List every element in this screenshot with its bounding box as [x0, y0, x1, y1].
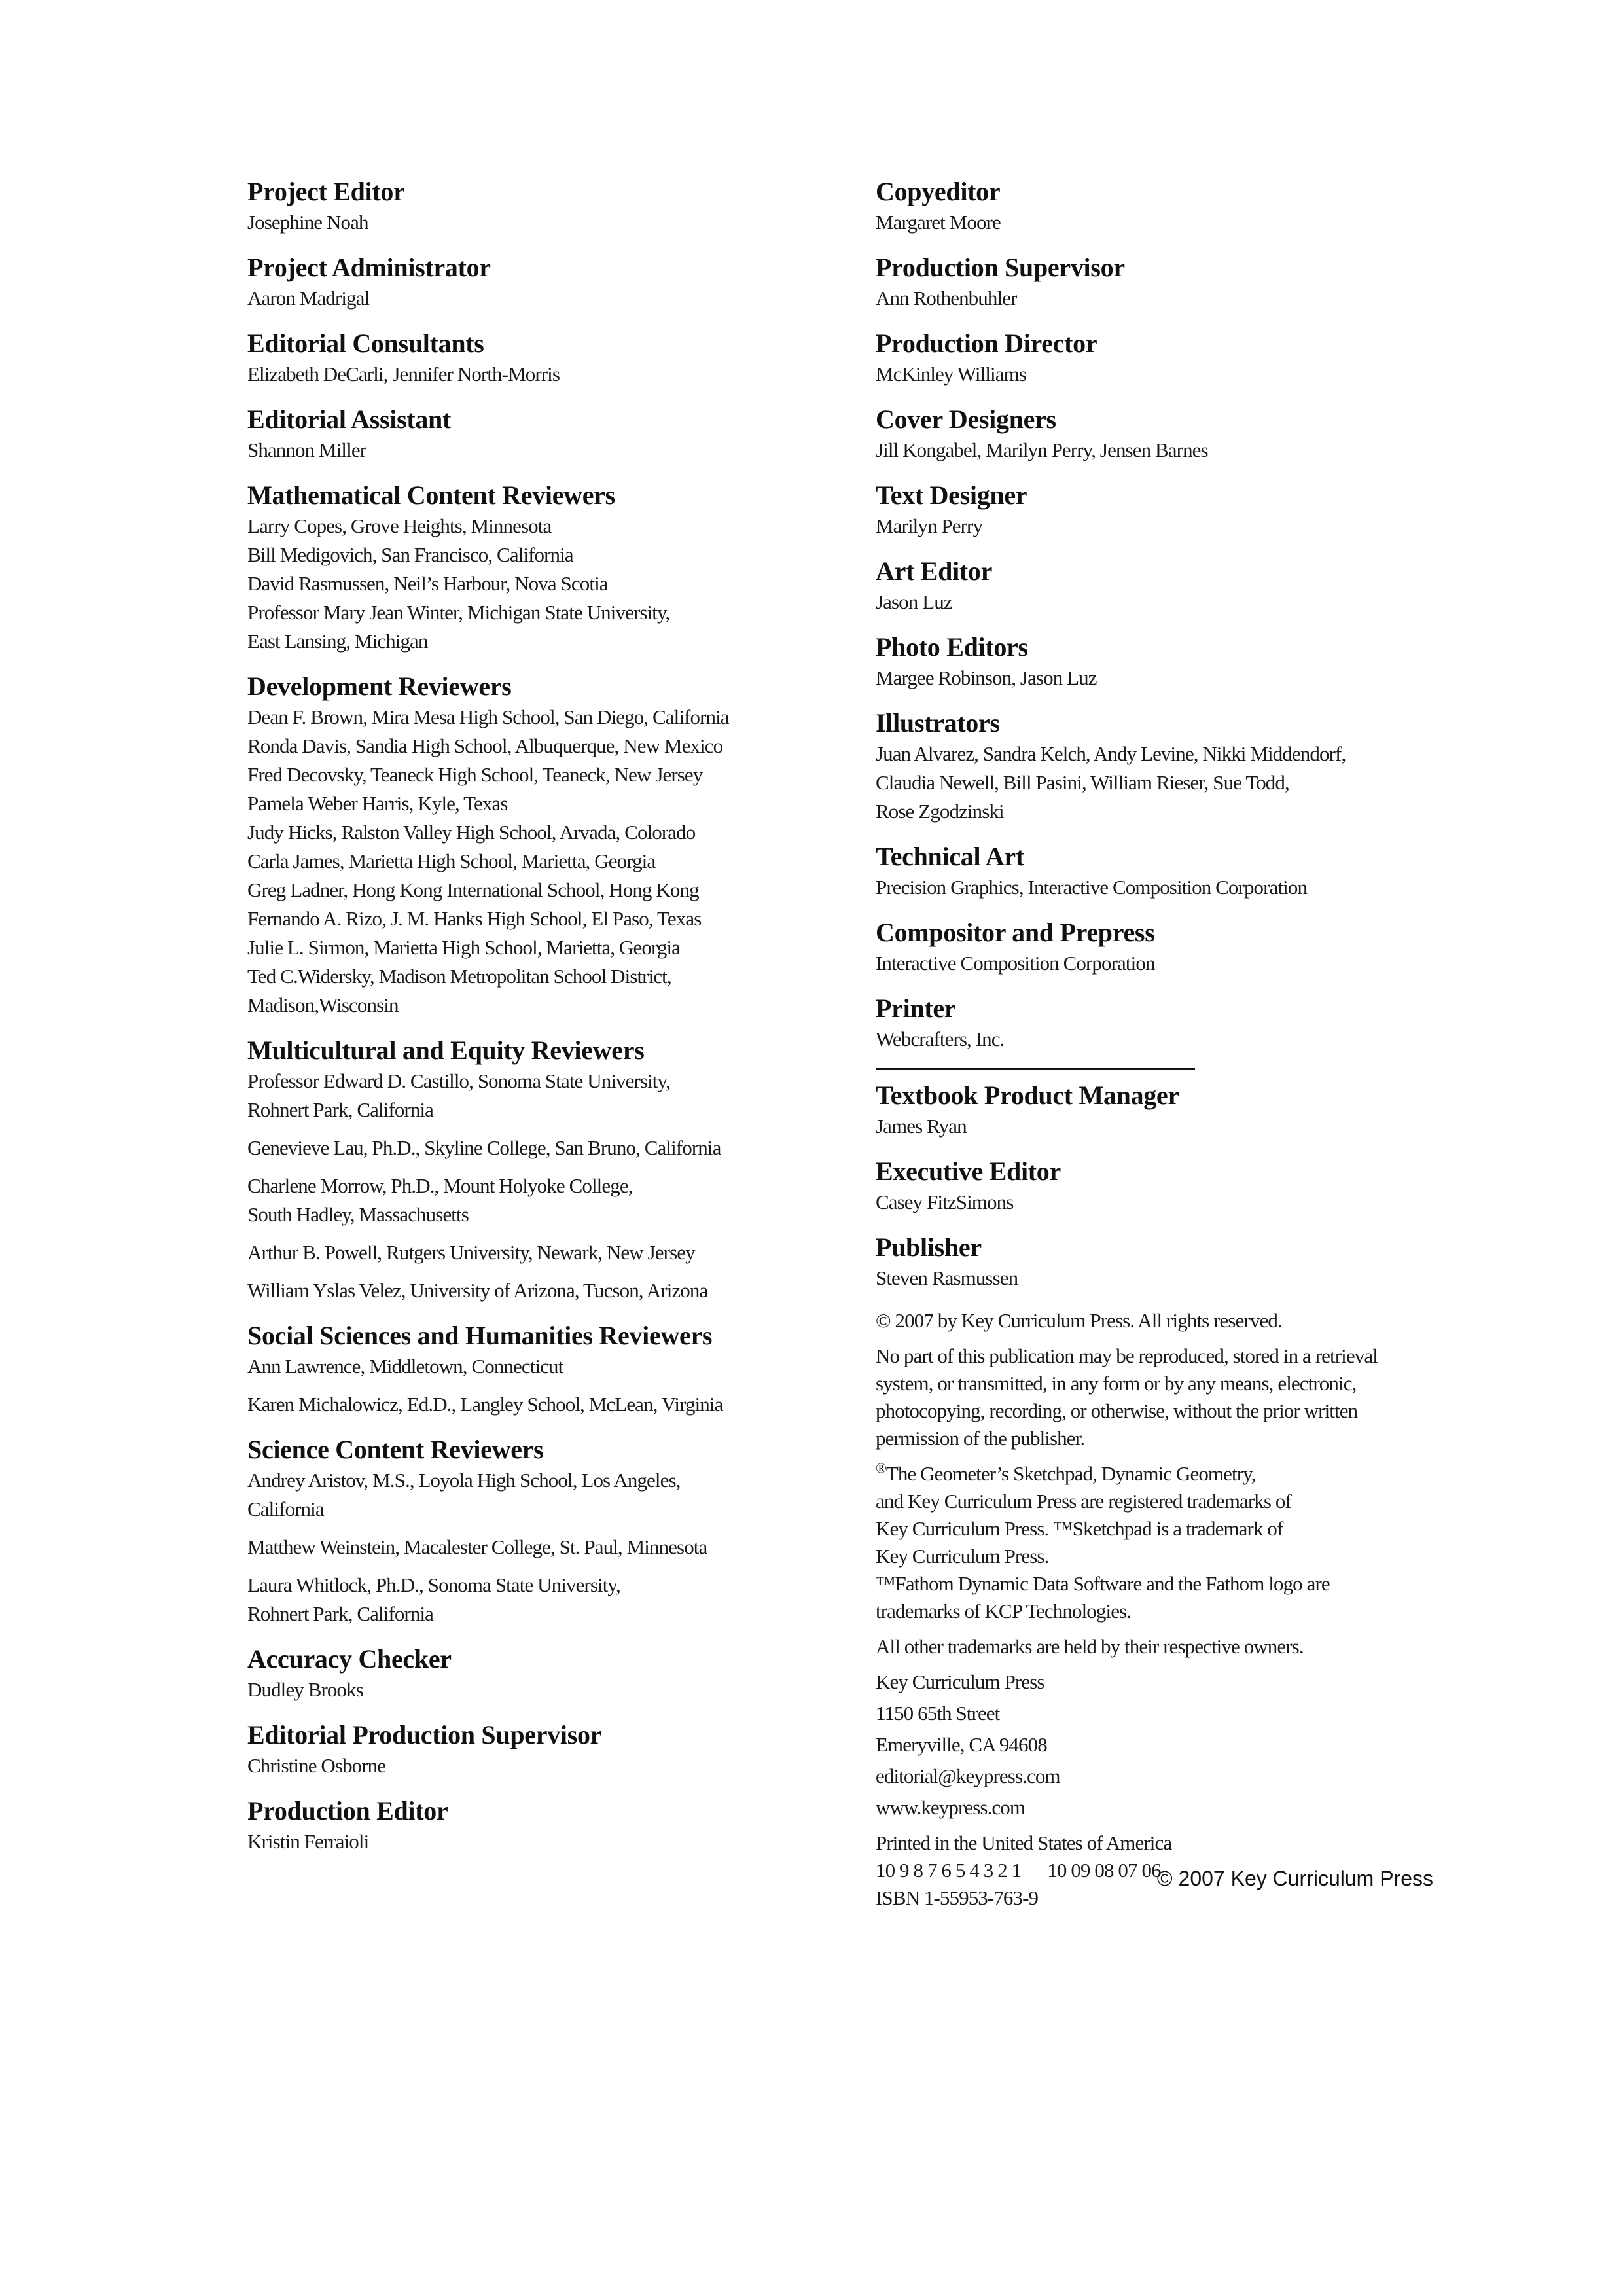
credit-section-social-sciences-and-humanities-reviewers [247, 1319, 876, 1419]
credit-section-text-designer [876, 479, 1465, 541]
credit-section-copyeditor [876, 175, 1465, 237]
credit-section-editorial-assistant [247, 403, 876, 465]
credit-section-textbook-product-manager [876, 1079, 1465, 1141]
credit-section-development-reviewers [247, 670, 876, 1020]
credit-line: Marilyn Perry [876, 514, 983, 537]
credit-line: Ted C.Widersky, Madison Metropolitan School District, [247, 965, 671, 988]
section-divider [876, 1068, 1195, 1070]
credit-line: California [247, 1498, 324, 1520]
credit-line: Laura Whitlock, Ph.D., Sonoma State University, [247, 1573, 620, 1596]
section-heading: Production Director [876, 329, 1097, 358]
credit-section-art-editor [876, 555, 1465, 617]
credit-line: Casey FitzSimons [876, 1191, 1014, 1213]
credit-line: Professor Mary Jean Winter, Michigan State University, [247, 601, 670, 624]
credit-line: Juan Alvarez, Sandra Kelch, Andy Levine, Nikki Middendorf, [876, 742, 1346, 765]
credit-line: Madison,Wisconsin [247, 994, 399, 1016]
credit-section-printer [876, 992, 1465, 1054]
section-heading: Development Reviewers [247, 672, 512, 701]
credit-line: Larry Copes, Grove Heights, Minnesota [247, 514, 552, 537]
section-heading: Executive Editor [876, 1157, 1061, 1186]
credit-line: Rohnert Park, California [247, 1602, 434, 1625]
credit-section-production-director [876, 327, 1465, 389]
section-heading: Art Editor [876, 556, 993, 586]
credit-section-project-administrator [247, 251, 876, 313]
credit-line: Rose Zgodzinski [876, 800, 1004, 823]
credit-line: McKinley Williams [876, 363, 1026, 386]
credit-line: East Lansing, Michigan [247, 630, 428, 653]
other-trademarks-notice: All other trademarks are held by their respective owners. [876, 1635, 1304, 1658]
website-link[interactable]: www.keypress.com [876, 1796, 1026, 1819]
credit-line: Christine Osborne [247, 1754, 386, 1777]
credit-section-publisher [876, 1231, 1465, 1293]
print-run-numbers: 10 9 8 7 6 5 4 3 2 1 [876, 1859, 1022, 1882]
credit-line: South Hadley, Massachusetts [247, 1203, 469, 1226]
legal-block [876, 1307, 1465, 1912]
credit-section-production-editor [247, 1795, 876, 1856]
credit-section-cover-designers [876, 403, 1465, 465]
section-heading: Text Designer [876, 480, 1027, 510]
credit-line: Ronda Davis, Sandia High School, Albuquerque, New Mexico [247, 734, 723, 757]
credit-section-technical-art [876, 840, 1465, 902]
credit-section-multicultural-and-equity-reviewers [247, 1034, 876, 1305]
credit-line: Ann Rothenbuhler [876, 287, 1017, 310]
credit-line: Fernando A. Rizo, J. M. Hanks High School, El Paso, Texas [247, 907, 702, 930]
print-year-numbers: 10 09 08 07 06 [1047, 1859, 1161, 1882]
credit-line: Ann Lawrence, Middletown, Connecticut [247, 1355, 563, 1378]
credit-section-production-supervisor [876, 251, 1465, 313]
credit-line: James Ryan [876, 1115, 967, 1138]
credit-line: Aaron Madrigal [247, 287, 370, 310]
credit-line: Margaret Moore [876, 211, 1001, 234]
credit-section-executive-editor [876, 1155, 1465, 1217]
section-heading: Project Administrator [247, 253, 491, 282]
credit-section-illustrators [876, 707, 1465, 826]
credit-line: Bill Medigovich, San Francisco, California [247, 543, 573, 566]
section-heading: Project Editor [247, 177, 405, 206]
credit-line: Julie L. Sirmon, Marietta High School, Marietta, Georgia [247, 936, 681, 959]
credit-section-mathematical-content-reviewers [247, 479, 876, 656]
credit-line: David Rasmussen, Neil’s Harbour, Nova Scotia [247, 572, 608, 595]
right-credits-group [876, 175, 1465, 1054]
credit-section-editorial-consultants [247, 327, 876, 389]
credits-left-column [247, 175, 876, 1871]
email-link[interactable]: editorial@keypress.com [876, 1765, 1060, 1787]
trademark-notice: ®The Geometer’s Sketchpad, Dynamic Geometry, and Key Curriculum Press are registered trademarks of Key Curriculum Press. ™Sketchpad is a trademark of Key Curriculum Press. [876, 1460, 1291, 1568]
credit-line: Judy Hicks, Ralston Valley High School, Arvada, Colorado [247, 821, 696, 844]
credit-line: Interactive Composition Corporation [876, 952, 1155, 975]
credit-line: Claudia Newell, Bill Pasini, William Rieser, Sue Todd, [876, 771, 1289, 794]
section-heading: Editorial Production Supervisor [247, 1720, 602, 1749]
credit-line: Matthew Weinstein, Macalester College, St. Paul, Minnesota [247, 1535, 707, 1558]
credit-section-photo-editors [876, 631, 1465, 692]
credits-right-column [876, 175, 1465, 1920]
registered-mark: ® [876, 1460, 886, 1477]
section-heading: Technical Art [876, 842, 1024, 871]
credit-line: William Yslas Velez, University of Arizona, Tucson, Arizona [247, 1279, 708, 1302]
section-heading: Multicultural and Equity Reviewers [247, 1035, 645, 1065]
credit-line: Professor Edward D. Castillo, Sonoma State University, [247, 1069, 670, 1092]
credit-line: Carla James, Marietta High School, Marietta, Georgia [247, 850, 656, 872]
section-heading: Social Sciences and Humanities Reviewers [247, 1321, 713, 1350]
credit-line: Precision Graphics, Interactive Composition Corporation [876, 876, 1308, 899]
credit-line: Webcrafters, Inc. [876, 1028, 1005, 1050]
credit-line: Dean F. Brown, Mira Mesa High School, San Diego, California [247, 706, 729, 728]
credit-line: Jill Kongabel, Marilyn Perry, Jensen Barnes [876, 439, 1208, 461]
section-heading: Science Content Reviewers [247, 1435, 544, 1464]
credit-line: Jason Luz [876, 590, 952, 613]
credit-section-editorial-production-supervisor [247, 1719, 876, 1780]
credit-line: Josephine Noah [247, 211, 368, 234]
section-heading: Publisher [876, 1232, 982, 1262]
printing-info: Printed in the United States of America 10 9 8 7 6 5 4 3 2 1 10 09 08 07 06 ISBN 1-55953-763-9 [876, 1829, 1465, 1912]
section-heading: Production Supervisor [876, 253, 1125, 282]
section-heading: Editorial Consultants [247, 329, 484, 358]
credit-line: Dudley Brooks [247, 1678, 363, 1701]
credit-line: Elizabeth DeCarli, Jennifer North-Morris [247, 363, 560, 386]
credit-line: Genevieve Lau, Ph.D., Skyline College, San Bruno, California [247, 1136, 721, 1159]
footer-copyright: © 2007 Key Curriculum Press [1157, 1867, 1433, 1890]
isbn: ISBN 1-55953-763-9 [876, 1886, 1039, 1909]
credit-section-compositor-and-prepress [876, 916, 1465, 978]
section-heading: Photo Editors [876, 632, 1028, 662]
credit-line: Kristin Ferraioli [247, 1830, 369, 1853]
section-heading: Textbook Product Manager [876, 1081, 1179, 1110]
section-heading: Production Editor [247, 1796, 448, 1825]
section-heading: Illustrators [876, 708, 1000, 738]
credit-line: Rohnert Park, California [247, 1098, 434, 1121]
publisher-address: Key Curriculum Press 1150 65th Street Emeryville, CA 94608 editorial@keypress.com www.keypress.com [876, 1668, 1465, 1821]
section-heading: Compositor and Prepress [876, 918, 1155, 947]
credit-line: Arthur B. Powell, Rutgers University, Newark, New Jersey [247, 1241, 695, 1264]
credit-line: Shannon Miller [247, 439, 366, 461]
section-heading: Printer [876, 994, 956, 1023]
credit-line: Karen Michalowicz, Ed.D., Langley School, McLean, Virginia [247, 1393, 723, 1416]
section-heading: Cover Designers [876, 404, 1056, 434]
credit-line: Steven Rasmussen [876, 1266, 1018, 1289]
section-heading: Editorial Assistant [247, 404, 452, 434]
section-heading: Accuracy Checker [247, 1644, 452, 1674]
section-heading: Mathematical Content Reviewers [247, 480, 615, 510]
credit-section-accuracy-checker [247, 1643, 876, 1704]
credit-section-project-editor [247, 175, 876, 237]
credit-line: Charlene Morrow, Ph.D., Mount Holyoke College, [247, 1174, 633, 1197]
permission-notice: No part of this publication may be reproduced, stored in a retrieval system, or transmitted, in any form or by any means, electronic, photocopying, recording, or otherwise, without the prior written permission of the publisher. [876, 1344, 1378, 1450]
credit-line: Margee Robinson, Jason Luz [876, 666, 1097, 689]
fathom-trademark-notice: ™Fathom Dynamic Data Software and the Fathom logo are trademarks of KCP Technologies. [876, 1572, 1330, 1623]
section-heading: Copyeditor [876, 177, 1001, 206]
credit-line: Andrey Aristov, M.S., Loyola High School, Los Angeles, [247, 1469, 681, 1492]
credit-line: Pamela Weber Harris, Kyle, Texas [247, 792, 508, 815]
credit-section-science-content-reviewers [247, 1433, 876, 1628]
management-credits-group [876, 1079, 1465, 1293]
credit-line: Fred Decovsky, Teaneck High School, Teaneck, New Jersey [247, 763, 703, 786]
copyright-notice: © 2007 by Key Curriculum Press. All rights reserved. [876, 1309, 1282, 1332]
credit-line: Greg Ladner, Hong Kong International School, Hong Kong [247, 878, 699, 901]
